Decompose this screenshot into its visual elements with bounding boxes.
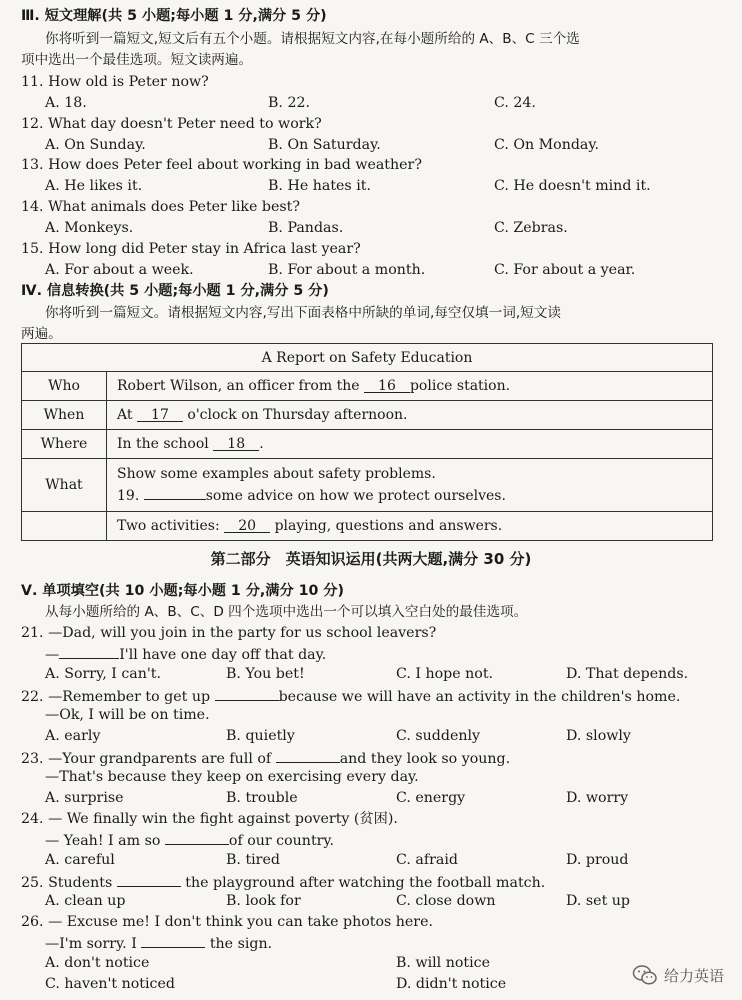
- option-14-c[interactable]: C. Zebras.: [494, 220, 568, 236]
- row-label-where: Where: [22, 430, 107, 459]
- question-25: 25. Students the playground after watching the football match.: [21, 872, 545, 892]
- blank-24[interactable]: [165, 830, 229, 845]
- option-21-d[interactable]: D. That depends.: [566, 666, 689, 682]
- row-where: In the school 18 .: [107, 430, 713, 459]
- question-22: 22. —Remember to get up because we will have an activity in the children's home.: [21, 686, 680, 706]
- row-activities: Two activities: 20 playing, questions and answers.: [107, 512, 713, 541]
- option-15-c[interactable]: C. For about a year.: [494, 262, 636, 278]
- section-3-title: Ⅲ. 短文理解(共 5 小题;每小题 1 分,满分 5 分): [21, 8, 327, 24]
- option-22-d[interactable]: D. slowly: [566, 728, 631, 744]
- blank-22[interactable]: [215, 686, 279, 701]
- option-15-b[interactable]: B. For about a month.: [268, 262, 426, 278]
- option-24-a[interactable]: A. careful: [45, 852, 115, 868]
- option-26-a[interactable]: A. don't notice: [45, 955, 150, 971]
- option-26-c[interactable]: C. haven't noticed: [45, 976, 175, 992]
- question-26: 26. — Excuse me! I don't think you can take photos here.: [21, 914, 433, 930]
- option-25-a[interactable]: A. clean up: [45, 893, 126, 909]
- option-24-b[interactable]: B. tired: [226, 852, 280, 868]
- section-4-instruction: 你将听到一篇短文。请根据短文内容,写出下面表格中所缺的单词,每空仅填一词,短文读: [45, 305, 561, 321]
- question-26-line2: —I'm sorry. I the sign.: [45, 933, 272, 953]
- option-11-a[interactable]: A. 18.: [45, 95, 87, 111]
- row-label-what: What: [22, 459, 107, 512]
- question-11: 11. How old is Peter now?: [21, 74, 209, 90]
- option-22-a[interactable]: A. early: [45, 728, 101, 744]
- question-23-line2: —That's because they keep on exercising every day.: [45, 769, 419, 785]
- option-11-c[interactable]: C. 24.: [494, 95, 536, 111]
- row-who: Robert Wilson, an officer from the 16 police station.: [107, 372, 713, 401]
- blank-26[interactable]: [141, 933, 205, 948]
- safety-report-table: [21, 343, 713, 541]
- option-11-b[interactable]: B. 22.: [268, 95, 311, 111]
- blank-18[interactable]: 18: [213, 436, 259, 451]
- option-23-c[interactable]: C. energy: [396, 790, 466, 806]
- option-21-a[interactable]: A. Sorry, I can't.: [45, 666, 162, 682]
- question-14: 14. What animals does Peter like best?: [21, 199, 300, 215]
- section-5-instruction: 从每小题所给的 A、B、C、D 四个选项中选出一个可以填入空白处的最佳选项。: [45, 604, 528, 620]
- option-12-c[interactable]: C. On Monday.: [494, 137, 600, 153]
- option-22-b[interactable]: B. quietly: [226, 728, 295, 744]
- section-5-title: Ⅴ. 单项填空(共 10 小题;每小题 1 分,满分 10 分): [21, 583, 344, 599]
- option-15-a[interactable]: A. For about a week.: [45, 262, 194, 278]
- row-what: Show some examples about safety problems. 19. some advice on how we protect ourselves.: [107, 459, 713, 512]
- blank-25[interactable]: [117, 872, 181, 887]
- question-13: 13. How does Peter feel about working in bad weather?: [21, 157, 422, 173]
- blank-21[interactable]: [59, 644, 119, 659]
- section-3-instruction-cont: 项中选出一个最佳选项。短文读两遍。: [21, 52, 253, 68]
- wechat-icon: [632, 964, 658, 986]
- section-3-instruction: 你将听到一篇短文,短文后有五个小题。请根据短文内容,在每小题所给的 A、B、C 三个选: [45, 31, 580, 47]
- part-2-title: 第二部分 英语知识运用(共两大题,满分 30 分): [210, 550, 532, 568]
- watermark: [632, 964, 724, 986]
- blank-20[interactable]: 20: [224, 518, 270, 533]
- option-26-b[interactable]: B. will notice: [396, 955, 490, 971]
- question-15: 15. How long did Peter stay in Africa last year?: [21, 241, 361, 257]
- blank-23[interactable]: [276, 748, 340, 763]
- option-14-a[interactable]: A. Monkeys.: [45, 220, 134, 236]
- option-25-b[interactable]: B. look for: [226, 893, 301, 909]
- blank-19[interactable]: [144, 485, 206, 500]
- option-24-d[interactable]: D. proud: [566, 852, 629, 868]
- question-21-line2: — I'll have one day off that day.: [45, 644, 326, 664]
- option-24-c[interactable]: C. afraid: [396, 852, 458, 868]
- section-4-instruction-cont: 两遍。: [21, 326, 62, 342]
- option-21-b[interactable]: B. You bet!: [226, 666, 305, 682]
- option-14-b[interactable]: B. Pandas.: [268, 220, 344, 236]
- question-23: 23. —Your grandparents are full of and they look so young.: [21, 748, 510, 768]
- option-26-d[interactable]: D. didn't notice: [396, 976, 507, 992]
- row-label-empty: [22, 512, 107, 541]
- table-caption: A Report on Safety Education: [22, 344, 713, 372]
- row-when: At 17 o'clock on Thursday afternoon.: [107, 401, 713, 430]
- question-21: 21. —Dad, will you join in the party for us school leavers?: [21, 625, 437, 641]
- option-23-a[interactable]: A. surprise: [45, 790, 124, 806]
- blank-16[interactable]: 16: [364, 378, 410, 393]
- question-22-line2: —Ok, I will be on time.: [45, 707, 210, 723]
- option-23-b[interactable]: B. trouble: [226, 790, 298, 806]
- option-22-c[interactable]: C. suddenly: [396, 728, 481, 744]
- row-label-when: When: [22, 401, 107, 430]
- question-12: 12. What day doesn't Peter need to work?: [21, 116, 322, 132]
- option-12-a[interactable]: A. On Sunday.: [45, 137, 146, 153]
- blank-17[interactable]: 17: [137, 407, 183, 422]
- option-23-d[interactable]: D. worry: [566, 790, 629, 806]
- option-21-c[interactable]: C. I hope not.: [396, 666, 494, 682]
- section-4-title: Ⅳ. 信息转换(共 5 小题;每小题 1 分,满分 5 分): [21, 283, 329, 299]
- question-24: 24. — We finally win the fight against poverty (贫困).: [21, 811, 398, 827]
- option-12-b[interactable]: B. On Saturday.: [268, 137, 381, 153]
- option-13-c[interactable]: C. He doesn't mind it.: [494, 178, 651, 194]
- question-24-line2: — Yeah! I am so of our country.: [45, 830, 334, 850]
- watermark-text: 给力英语: [663, 966, 724, 985]
- option-13-a[interactable]: A. He likes it.: [45, 178, 143, 194]
- option-13-b[interactable]: B. He hates it.: [268, 178, 371, 194]
- option-25-c[interactable]: C. close down: [396, 893, 496, 909]
- option-25-d[interactable]: D. set up: [566, 893, 630, 909]
- row-label-who: Who: [22, 372, 107, 401]
